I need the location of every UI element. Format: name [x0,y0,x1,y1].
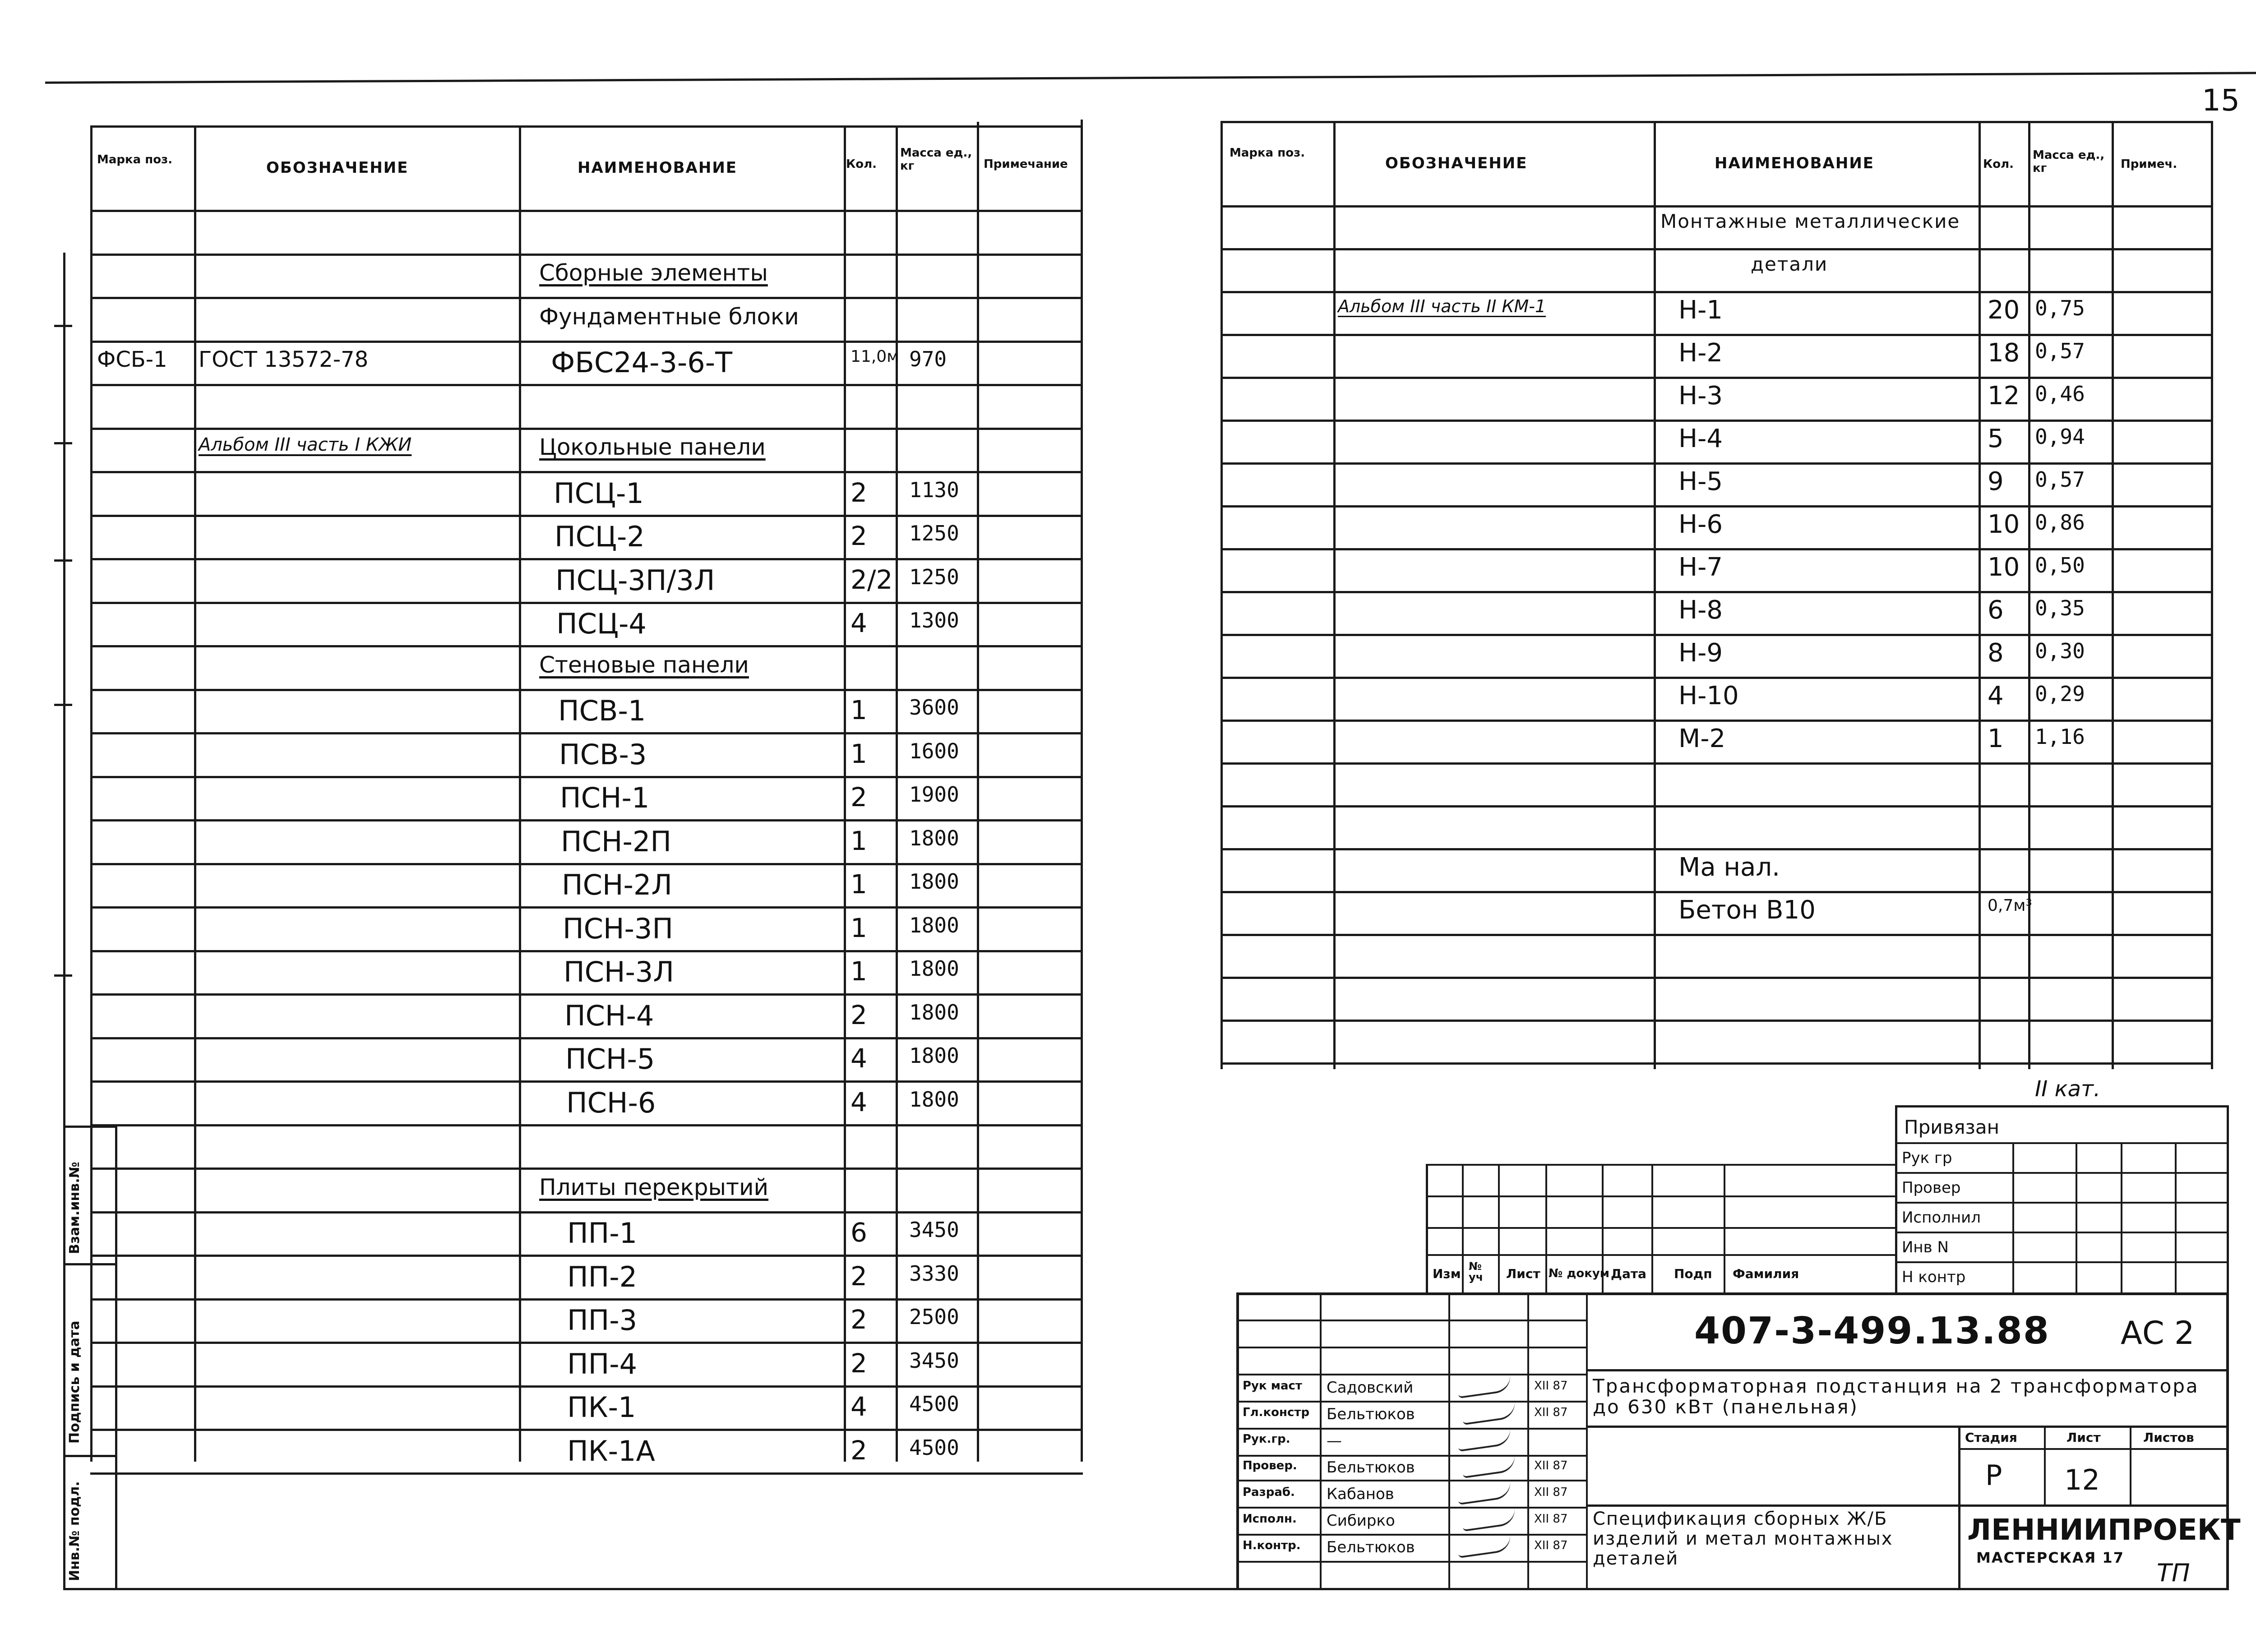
col-line [2028,122,2030,1069]
staff-role: Н.контр. [1243,1539,1301,1552]
left-row-massa: 1800 [909,869,959,894]
right-row-massa: 0,57 [2035,339,2085,363]
left-row-massa: 3450 [909,1218,959,1242]
right-row-kol: 20 [1988,295,2020,325]
sheets-label: Листов [2143,1430,2194,1445]
right-row-kol: 12 [1988,381,2020,411]
right-row-naim: Н-3 [1678,381,1723,411]
left-row-naim: Стеновые панели [539,652,749,678]
staff-role: Провер. [1243,1459,1297,1472]
binding-label: Привязан [1904,1116,2000,1138]
col-line [1654,122,1656,1069]
left-row-naim: ПСН-2П [561,825,671,858]
rev-ndok: № докум [1549,1267,1610,1280]
left-row-kol: 4 [851,1043,867,1074]
row-line [1220,505,2213,508]
hdr-primech: Примечание [984,157,1068,171]
right-row-massa: 0,57 [2035,467,2085,492]
signature [1456,1374,1512,1398]
workshop: МАСТЕРСКАЯ 17 [1976,1549,2124,1566]
row-line [1220,334,2213,336]
left-row-naim: ПСН-2Л [562,868,672,901]
left-row-naim: ПСН-5 [565,1043,655,1075]
left-row-massa: 3450 [909,1348,959,1373]
rev-data: Дата [1611,1266,1646,1281]
row-line [1220,805,2213,808]
signature [1461,1401,1517,1425]
left-row-kol: 4 [851,1087,867,1117]
rev-podp: Подп [1674,1266,1712,1281]
left-row-kol: 1 [851,826,867,856]
staff-date: XII 87 [1534,1512,1568,1526]
row-line [1220,1062,2213,1065]
hdr-primech-r: Примеч. [2121,157,2177,171]
right-row-naim: М-2 [1678,724,1726,753]
left-row-massa: 1800 [909,1000,959,1024]
right-row-naim: Ма нал. [1678,853,1780,882]
col-line [1220,122,1223,1069]
signature [1456,1481,1512,1505]
row-line [1220,1020,2213,1022]
rev-izm: Изм [1433,1266,1461,1281]
hdr-marka-r: Марка поз. [1230,146,1305,160]
left-row-kol: 1 [851,869,867,900]
staff-name: — [1327,1432,1342,1450]
left-row-naim: ПП-4 [567,1347,638,1380]
left-row-naim: ПП-1 [567,1217,638,1250]
left-row-kol: 2 [851,477,867,508]
left-row-massa: 1800 [909,913,959,937]
left-row-naim: Фундаментные блоки [539,304,799,330]
staff-date: XII 87 [1534,1539,1568,1552]
row-line [1220,762,2213,765]
left-row-kol: 2 [851,1348,867,1379]
signature [1456,1427,1512,1452]
right-row-kol: 0,7м³ [1988,896,2032,915]
row-line [1220,205,2213,208]
right-row-kol: 10 [1988,510,2020,539]
hdr-marka: Марка поз. [97,153,173,166]
left-row-kol: 2/2 [851,564,893,595]
right-row-kol: 9 [1988,467,2004,496]
left-row-kol: 4 [851,608,867,638]
side-podp-data: Подпись и дата [67,1320,83,1444]
stage-label: Стадия [1965,1430,2017,1445]
sheet-value: 12 [2064,1463,2100,1496]
left-row-massa: 1600 [909,739,959,763]
right-row-massa: 0,30 [2035,639,2085,663]
left-row-kol: 4 [851,1391,867,1422]
left-row-kol: 2 [851,521,867,551]
left-row-massa: 3330 [909,1261,959,1286]
left-row-kol: 2 [851,1000,867,1030]
right-row-massa: 0,86 [2035,510,2085,535]
hdr-oboznachenie-r: ОБОЗНАЧЕНИЕ [1385,154,1528,172]
drawing-code: 407-3-499.13.88 [1694,1310,2050,1352]
left-row-kol: 1 [851,738,867,769]
sheet-label: Лист [2066,1430,2101,1445]
revision-grid [1426,1164,1895,1295]
left-row-kol: 11,0м [851,347,899,366]
left-row-massa: 1800 [909,956,959,981]
binding-row-4: Инв N [1902,1238,1949,1256]
side-vzam-inv: Взам.инв.№ [67,1162,83,1254]
staff-name: Садовский [1327,1379,1414,1397]
category-note: II кат. [2035,1076,2101,1102]
left-row-naim: ПСЦ-4 [556,607,647,640]
right-row-naim: Н-7 [1678,553,1723,582]
right-row-kol: 5 [1988,424,2004,453]
signature [1456,1534,1512,1558]
left-row-kol: 1 [851,913,867,943]
left-row-massa: 1300 [909,608,959,632]
row-line [1220,248,2213,250]
rev-familiya: Фамилия [1733,1266,1799,1281]
left-row-kol: 2 [851,782,867,812]
right-row-naim: Н-5 [1678,467,1723,496]
staff-date: XII 87 [1534,1406,1568,1419]
row-line [1220,720,2213,722]
right-row-massa: 1,16 [2035,724,2085,749]
left-row-massa: 1250 [909,521,959,545]
staff-name: Сибирко [1327,1512,1395,1530]
right-row-naim: Бетон В10 [1678,895,1816,925]
row-line [1220,548,2213,550]
left-row-massa: 4500 [909,1435,959,1460]
left-row-kol: 1 [851,956,867,987]
hdr-massa: Масса ед., кг [900,146,972,173]
hdr-kol: Кол. [846,157,877,171]
binding-row-1: Рук гр [1902,1149,1952,1167]
drawing-title: Спецификация сборных Ж/Б изделий и метал монтажных деталей [1593,1509,1893,1569]
left-row-obozn: Альбом III часть I КЖИ [199,434,412,455]
left-row-naim: ПК-1 [567,1391,636,1424]
row-line [1220,848,2213,850]
hdr-naimenovanie-r: НАИМЕНОВАНИЕ [1715,154,1875,172]
binding-block [1895,1105,2229,1295]
left-row-massa: 2500 [909,1305,959,1329]
right-row-obozn: Альбом III часть II КМ-1 [1338,296,1546,316]
right-row-massa: 0,75 [2035,296,2085,320]
col-line [1333,122,1336,1069]
right-row-naim: Н-4 [1678,424,1723,453]
staff-date: XII 87 [1534,1486,1568,1499]
left-row-naim: ПП-2 [567,1260,638,1293]
right-row-kol: 10 [1988,553,2020,582]
left-row-massa: 1130 [909,478,959,502]
right-row-kol: 4 [1988,681,2004,711]
left-row-naim: ПСВ-3 [559,738,647,771]
left-row-naim: ПП-3 [567,1304,638,1337]
left-row-massa: 4500 [909,1392,959,1416]
row-line [1220,462,2213,465]
left-row-massa: 1800 [909,826,959,850]
left-row-naim: Сборные элементы [539,260,768,286]
right-row-kol: 6 [1988,595,2004,625]
staff-role: Исполн. [1243,1512,1297,1526]
stage-value: Р [1985,1459,2002,1492]
col-line [2112,122,2114,1069]
hdr-oboznachenie: ОБОЗНАЧЕНИЕ [266,159,409,177]
left-row-massa: 3600 [909,695,959,720]
binding-row-5: Н контр [1902,1268,1966,1286]
left-row-naim: ПСН-3П [563,912,673,945]
right-row-massa: 0,35 [2035,596,2085,620]
left-row-massa: 1900 [909,782,959,807]
binding-row-3: Исполнил [1902,1209,1981,1227]
hdr-naimenovanie: НАИМЕНОВАНИЕ [578,159,738,177]
signature [1461,1507,1517,1532]
object-title: Трансформаторная подстанция на 2 трансформатора до 630 кВт (панельная) [1593,1375,2199,1418]
left-row-marka: ФСБ-1 [97,347,167,372]
staff-role: Рук.гр. [1243,1432,1290,1446]
staff-date: XII 87 [1534,1459,1568,1472]
staff-name: Бельтюков [1327,1458,1415,1477]
rev-list: Лист [1506,1266,1540,1281]
left-row-naim: ФБС24-3-6-Т [551,346,732,379]
row-line [1220,977,2213,979]
left-row-naim: Цокольные панели [539,434,766,460]
left-row-naim: ПСН-3Л [564,955,674,988]
left-row-massa: 1250 [909,565,959,589]
right-row-kol: 1 [1988,724,2004,753]
left-row-obozn: ГОСТ 13572-78 [199,347,369,372]
binding-row-2: Провер [1902,1179,1961,1197]
row-line [1220,121,2213,123]
right-row-naim: Н-2 [1678,338,1723,368]
rev-uch: № уч [1469,1260,1484,1283]
staff-role: Разраб. [1243,1486,1295,1499]
left-row-massa: 970 [909,347,947,371]
row-line [1220,677,2213,679]
right-row-kol: 18 [1988,338,2020,368]
side-inv-podl: Инв.№ подл. [67,1481,83,1581]
left-row-kol: 2 [851,1435,867,1466]
right-row-naim: Н-6 [1678,510,1723,539]
col-line [2211,122,2213,1069]
left-row-naim: Плиты перекрытий [539,1174,769,1200]
title-block [1236,1292,2241,1590]
left-row-massa: 1800 [909,1043,959,1068]
right-row-massa: 0,94 [2035,425,2085,449]
right-row-massa: 0,29 [2035,682,2085,706]
row-line [1220,634,2213,636]
left-row-naim: ПСЦ-2 [555,520,645,553]
right-row-naim: Монтажные металлические [1660,210,1960,232]
left-row-kol: 1 [851,695,867,725]
left-row-kol: 6 [851,1217,867,1248]
row-line [1220,420,2213,422]
right-row-kol: 8 [1988,638,2004,668]
left-row-naim: ПК-1А [567,1435,655,1467]
right-row-massa: 0,46 [2035,382,2085,406]
left-row-massa: 1800 [909,1087,959,1112]
left-row-naim: ПСН-1 [560,781,650,814]
left-row-naim: ПСЦ-1 [554,477,644,510]
right-row-massa: 0,50 [2035,553,2085,577]
staff-name: Бельтюков [1327,1538,1415,1556]
left-row-naim: ПСВ-1 [558,694,646,727]
row-line [1220,291,2213,293]
right-row-naim: Н-9 [1678,638,1723,668]
org-name: ЛЕННИИПРОЕКТ [1967,1514,2241,1547]
sheet-code: АС 2 [2121,1315,2195,1352]
right-row-naim: детали [1751,253,1828,275]
row-line [1220,934,2213,936]
staff-date: XII 87 [1534,1379,1568,1393]
left-row-naim: ПСН-6 [566,1086,656,1119]
right-row-naim: Н-10 [1678,681,1739,711]
left-row-naim: ПСН-4 [564,999,654,1032]
format-mark: ТП [2157,1559,2190,1587]
hdr-massa-r: Масса ед., кг [2033,148,2105,175]
staff-role: Гл.констр [1243,1406,1310,1419]
left-row-kol: 2 [851,1261,867,1292]
left-row-naim: ПСЦ-3П/3Л [555,564,715,597]
col-line [1979,122,1981,1069]
row-line [1220,377,2213,379]
left-row-kol: 2 [851,1304,867,1335]
staff-name: Кабанов [1327,1485,1394,1503]
row-line [1220,891,2213,893]
staff-name: Бельтюков [1327,1405,1415,1423]
row-line [1220,591,2213,593]
right-row-naim: Н-1 [1678,295,1723,325]
sheet-number: 15 [2202,83,2240,118]
right-row-naim: Н-8 [1678,595,1723,625]
staff-role: Рук маст [1243,1379,1302,1393]
signature [1461,1454,1517,1478]
hdr-kol-r: Кол. [1983,157,2014,171]
